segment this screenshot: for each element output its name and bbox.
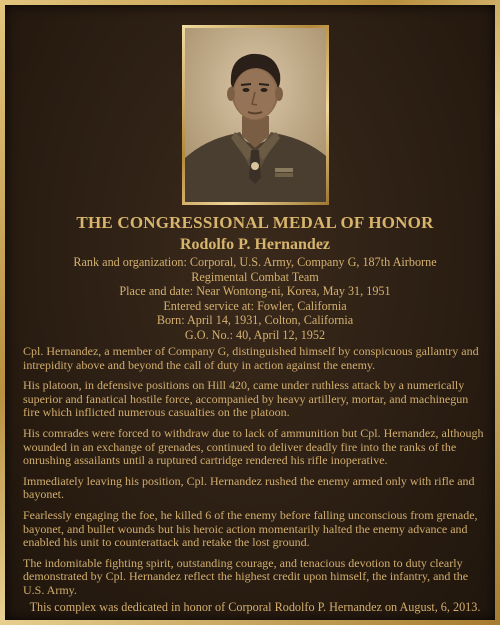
medal-title: THE CONGRESSIONAL MEDAL OF HONOR [76, 213, 434, 232]
citation-paragraph: The indomitable fighting spirit, outstanding courage, and tenacious devotion to duty clearly demonstrated by Cpl. Hernandez reflect the highest credit upon himself, the infantry, and the U.S. Army. [23, 555, 469, 597]
info-line: Rank and organization: Corporal, U.S. Army, Company G, 187th Airborne [73, 255, 437, 269]
info-line: G.O. No.: 40, April 12, 1952 [184, 327, 326, 342]
portrait-frame [182, 25, 329, 205]
citation-body [23, 345, 487, 605]
citation-paragraph: Immediately leaving his position, Cpl. Hernandez rushed the enemy armed only with rifle and bayonet. [23, 473, 475, 502]
citation-paragraph: His platoon, in defensive positions on Hill 420, came under ruthless attack by a numerically superior and fanatical hostile force, accompanied by heavy artillery, mortar, and machinegun fire which inflicted numerous casualties on the platoon. [23, 378, 469, 420]
recipient-name: Rodolfo P. Hernandez [179, 236, 331, 253]
info-line: Entered service at: Fowler, California [163, 298, 347, 313]
plaque [5, 5, 495, 620]
citation-paragraph: His comrades were forced to withdraw due to lack of ammunition but Cpl. Hernandez, although wounded in an exchange of grenades, continued to deliver deadly fire into the ranks of the onrushing assailants until a ruptured cartridge rendered his rifle inoperative. [23, 425, 484, 468]
info-line: Place and date: Near Wontong-ni, Korea, May 31, 1951 [119, 284, 391, 299]
info-line: Born: April 14, 1931, Colton, California [156, 313, 354, 328]
citation-paragraph: Fearlessly engaging the foe, he killed 6 of the enemy before falling unconscious from grenade, bayonet, and bullet wounds but his heroic action momentarily halted the enemy advance and enabled his unit to counterattack and retake the lost ground. [23, 507, 478, 550]
portrait-photo [185, 28, 326, 202]
soldier-portrait-icon [185, 28, 326, 202]
citation-info [45, 255, 465, 343]
citation-paragraph: Cpl. Hernandez, a member of Company G, distinguished himself by conspicuous gallantry and intrepidity above and beyond the call of duty in action against the enemy. [23, 344, 479, 372]
info-line: Regimental Combat Team [191, 269, 319, 284]
dedication-line: This complex was dedicated in honor of Corporal Rodolfo P. Hernandez on August, 6, 2013. [29, 600, 481, 614]
